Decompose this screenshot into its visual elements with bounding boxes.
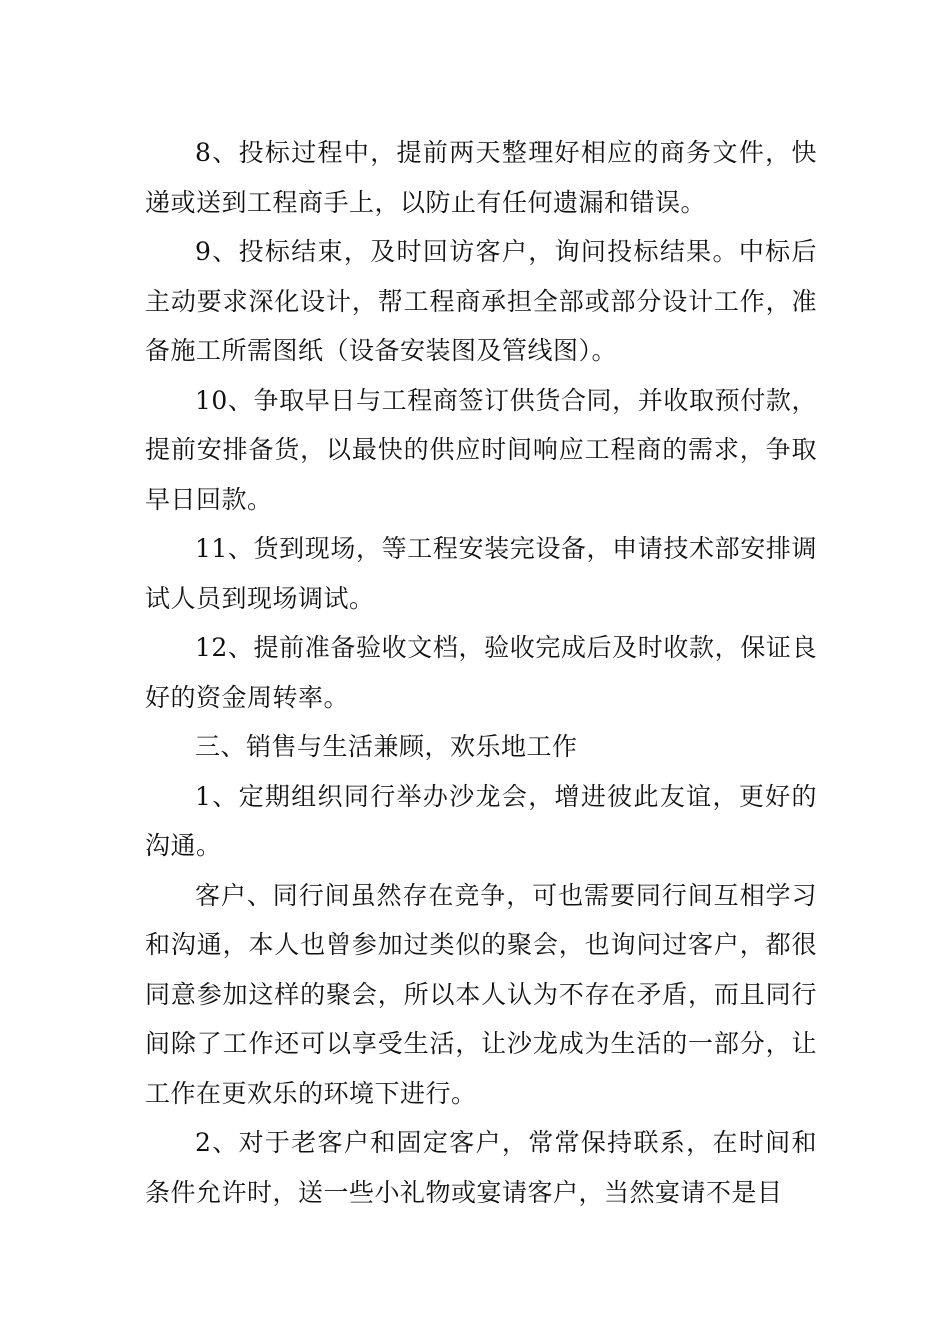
paragraph-item-9: 9、投标结束，及时回访客户，询问投标结果。中标后主动要求深化设计，帮工程商承担全部或部分设计工作，准备施工所需图纸（设备安装图及管线图）。 — [145, 237, 817, 365]
paragraph-item-10: 10、争取早日与工程商签订供货合同，并收取预付款，提前安排备货，以最快的供应时间响应工程商的需求，争取早日回款。 — [145, 385, 817, 514]
paragraph-item-11: 11、货到现场，等工程安装完设备，申请技术部安排调试人员到现场调试。 — [145, 534, 817, 613]
paragraph-explanation: 客户、同行间虽然存在竞争，可也需要同行间互相学习和沟通，本人也曾参加过类似的聚会，也询问过客户，都很同意参加这样的聚会，所以本人认为不存在矛盾，而且同行间除了工作还可以享受生活，让沙龙成为生活的一部分，让工作在更欢乐的环境下进行。 — [145, 880, 817, 1108]
paragraph-item-2: 2、对于老客户和固定客户，常常保持联系，在时间和条件允许时，送一些小礼物或宴请客户，当然宴请不是目 — [145, 1128, 817, 1207]
section-heading-3: 三、销售与生活兼顾，欢乐地工作 — [195, 732, 578, 761]
paragraph-item-8: 8、投标过程中，提前两天整理好相应的商务文件，快递或送到工程商手上，以防止有任何遗漏和错误。 — [145, 138, 817, 217]
paragraph-item-12: 12、提前准备验收文档，验收完成后及时收款，保证良好的资金周转率。 — [145, 633, 817, 712]
document-body — [145, 128, 817, 1217]
paragraph-item-1: 1、定期组织同行举办沙龙会，增进彼此友谊，更好的沟通。 — [145, 781, 817, 860]
